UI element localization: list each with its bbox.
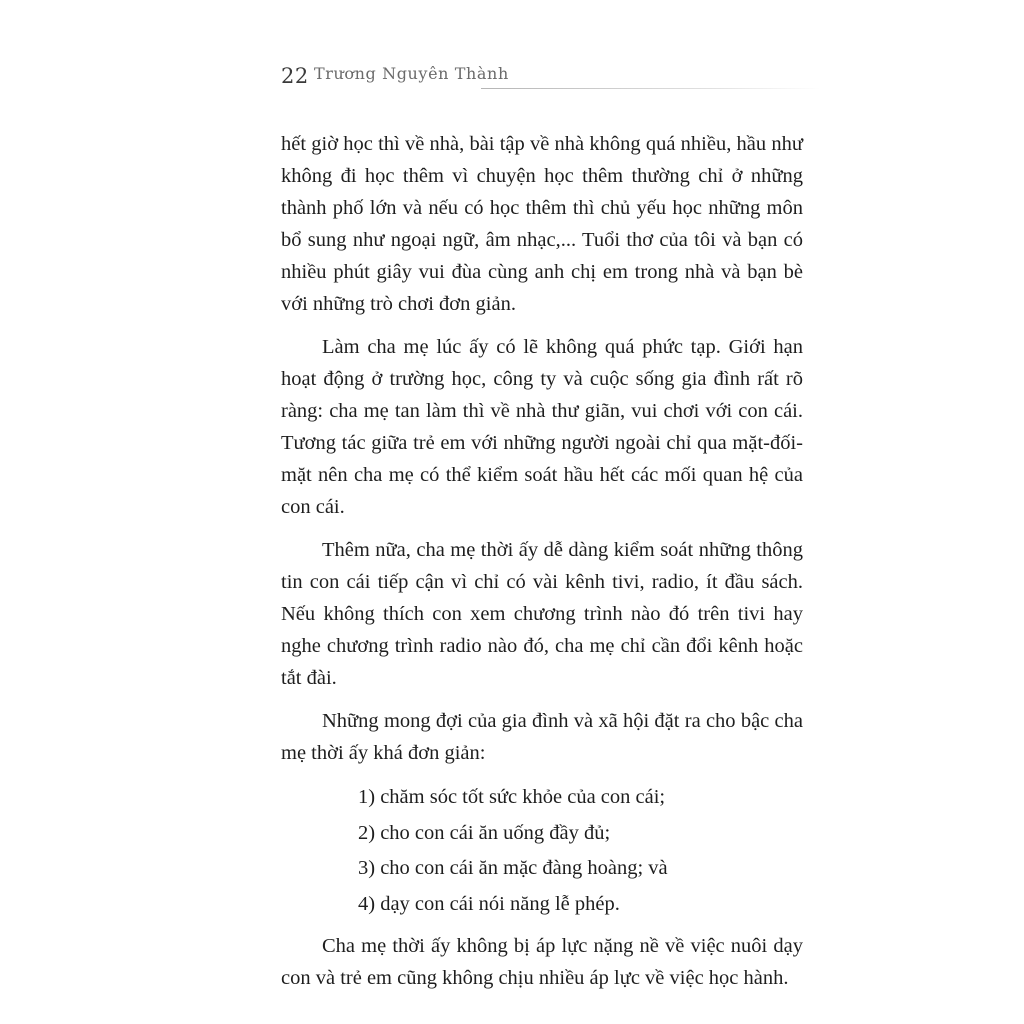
paragraph-3: Thêm nữa, cha mẹ thời ấy dễ dàng kiểm soát những thông tin con cái tiếp cận vì chỉ có vài kênh tivi, radio, ít đầu sách. Nếu không thích con xem chương trình nào đó trên tivi hay nghe chương trình radio nào đó, cha mẹ chỉ cần đổi kênh hoặc tắt đài. (281, 539, 803, 689)
list-item: 4) dạy con cái nói năng lễ phép. (358, 892, 620, 915)
closing-paragraph: Cha mẹ thời ấy không bị áp lực nặng nề về việc nuôi dạy con và trẻ em cũng không chịu nhiều áp lực về việc học hành. (281, 935, 803, 989)
paragraph-4: Những mong đợi của gia đình và xã hội đặt ra cho bậc cha mẹ thời ấy khá đơn giản: (281, 710, 803, 764)
header-rule (481, 88, 821, 89)
author-name: Trương Nguyên Thành (314, 64, 509, 83)
page-number: 22 (281, 64, 309, 88)
expectations-list (281, 780, 803, 922)
list-item: 2) cho con cái ăn uống đầy đủ; (358, 821, 611, 844)
paragraph-2: Làm cha mẹ lúc ấy có lẽ không quá phức tạp. Giới hạn hoạt động ở trường học, công ty và cuộc sống gia đình rất rõ ràng: cha mẹ tan làm thì về nhà thư giãn, vui chơi với con cái. Tương tác giữa trẻ em với những người ngoài chỉ qua mặt-đối-mặt nên cha mẹ có thể kiểm soát hầu hết các mối quan hệ của con cái. (281, 336, 803, 518)
paragraph-1: hết giờ học thì về nhà, bài tập về nhà không quá nhiều, hầu như không đi học thêm vì chuyện học thêm thường chỉ ở những thành phố lớn và nếu có học thêm thì chủ yếu học những môn bổ sung như ngoại ngữ, âm nhạc,... Tuổi thơ của tôi và bạn có nhiều phút giây vui đùa cùng anh chị em trong nhà và bạn bè với những trò chơi đơn giản. (281, 133, 803, 315)
list-item: 1) chăm sóc tốt sức khỏe của con cái; (358, 786, 666, 808)
list-item: 3) cho con cái ăn mặc đàng hoàng; và (358, 857, 668, 879)
running-head (281, 64, 811, 96)
body-text (281, 128, 803, 1005)
